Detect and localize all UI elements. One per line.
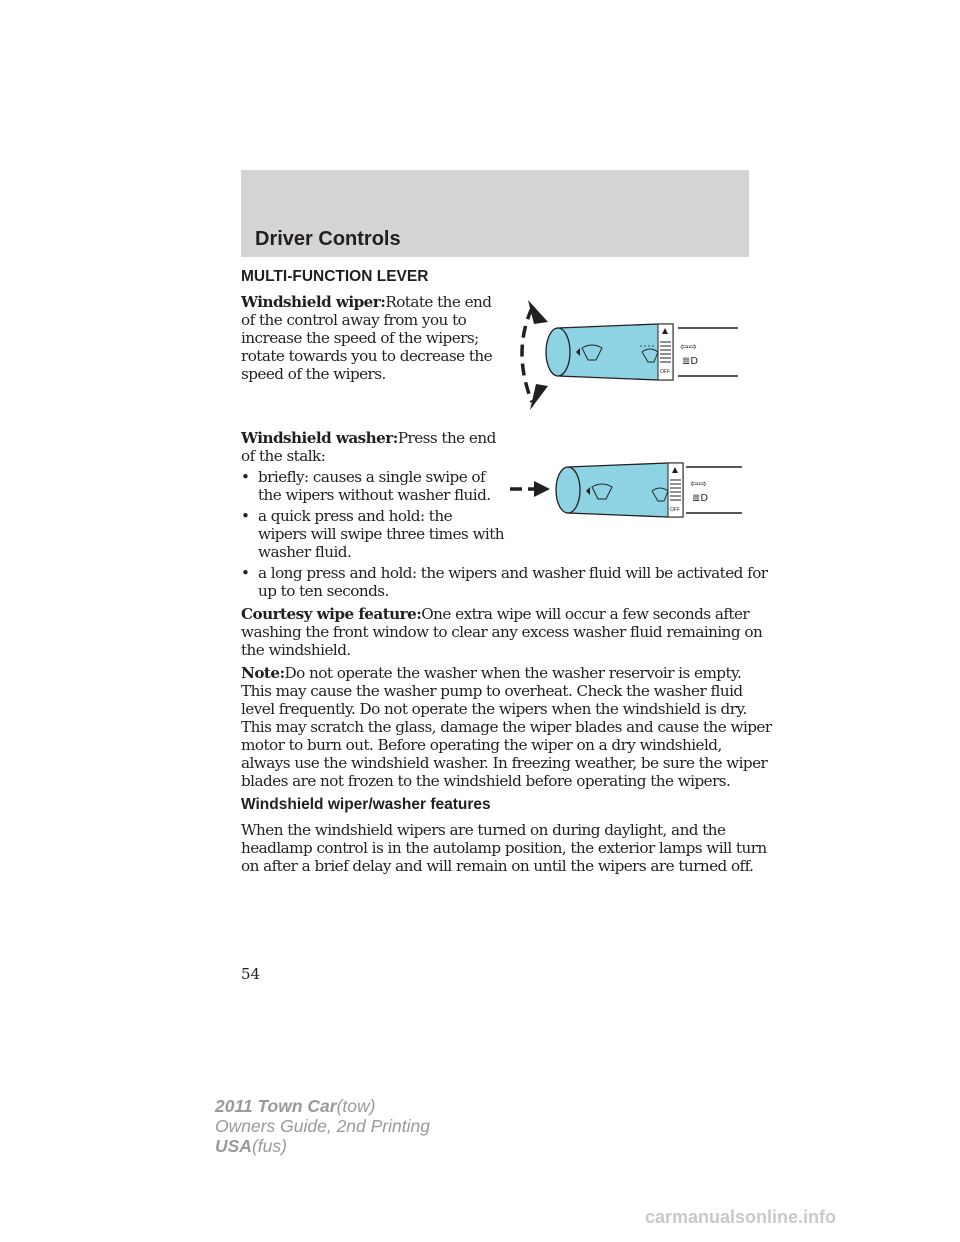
courtesy-line-2: washing the front window to clear any excess washer fluid remaining on bbox=[241, 623, 763, 641]
washer-text: Press the end bbox=[397, 429, 496, 447]
bullet-marker: • bbox=[241, 564, 250, 582]
arrow-down-icon bbox=[530, 384, 548, 410]
note-line-7: blades are not frozen to the windshield before operating the wipers. bbox=[241, 772, 731, 790]
bullet-marker: • bbox=[241, 507, 250, 525]
arrow-up-icon bbox=[528, 300, 548, 324]
note-line-2: This may cause the washer pump to overheat. Check the washer fluid bbox=[241, 682, 743, 700]
turn-signal-icon: ⇦⇨ bbox=[680, 342, 697, 353]
wiper-line-3: increase the speed of the wipers; bbox=[241, 329, 479, 347]
wiper-label: Windshield wiper: bbox=[241, 293, 386, 311]
note-line-5: motor to burn out. Before operating the wiper on a dry windshield, bbox=[241, 736, 722, 754]
footer-model-code: (tow) bbox=[336, 1096, 376, 1116]
turn-signal-icon: ⇦⇨ bbox=[690, 479, 707, 490]
features-line-3: on after a brief delay and will remain on until the wipers are turned off. bbox=[241, 857, 754, 875]
bullet-1-line-2: the wipers without washer fluid. bbox=[258, 486, 491, 504]
off-label: OFF bbox=[670, 507, 680, 513]
footer-line-3 bbox=[215, 1136, 430, 1156]
washer-press-figure bbox=[508, 455, 744, 535]
note-text: Do not operate the washer when the washer reservoir is empty. bbox=[284, 664, 742, 682]
section-heading: MULTI-FUNCTION LEVER bbox=[241, 268, 429, 285]
wiper-line-1 bbox=[241, 293, 491, 311]
note-line-1 bbox=[241, 664, 741, 682]
footer-line-1 bbox=[215, 1096, 430, 1116]
footer-market-code: (fus) bbox=[251, 1136, 287, 1156]
document-footer bbox=[215, 1096, 430, 1156]
features-line-2: headlamp control is in the autolamp position, the exterior lamps will turn bbox=[241, 839, 767, 857]
arrow-right-icon bbox=[534, 481, 550, 497]
note-line-6: always use the windshield washer. In freezing weather, be sure the wiper bbox=[241, 754, 768, 772]
lever-end-cap bbox=[556, 467, 580, 513]
note-line-4: This may scratch the glass, damage the wiper blades and cause the wiper bbox=[241, 718, 772, 736]
note-label: Note: bbox=[241, 664, 285, 682]
courtesy-line-3: the windshield. bbox=[241, 641, 351, 659]
washer-line-1 bbox=[241, 429, 496, 447]
bullet-2-line-2: wipers will swipe three times with bbox=[258, 525, 504, 543]
watermark: carmanualsonline.info bbox=[645, 1207, 837, 1227]
bullet-3-line-1: a long press and hold: the wipers and washer fluid will be activated for bbox=[258, 564, 768, 582]
washer-label: Windshield washer: bbox=[241, 429, 398, 447]
note-line-3: level frequently. Do not operate the wipers when the windshield is dry. bbox=[241, 700, 747, 718]
wiper-text: Rotate the end bbox=[385, 293, 492, 311]
bullet-1-line-1: briefly: causes a single swipe of bbox=[258, 468, 486, 486]
features-line-1: When the windshield wipers are turned on during daylight, and the bbox=[241, 821, 726, 839]
headlamp-icon: ≣D bbox=[692, 493, 709, 504]
bullet-3-line-2: up to ten seconds. bbox=[258, 582, 389, 600]
washer-line-2: of the stalk: bbox=[241, 447, 326, 465]
wiper-line-2: of the control away from you to bbox=[241, 311, 467, 329]
rotation-arc bbox=[522, 308, 532, 402]
footer-line-2: Owners Guide, 2nd Printing bbox=[215, 1116, 430, 1136]
section-header-band bbox=[241, 170, 749, 257]
headlamp-icon: ≣D bbox=[682, 356, 699, 367]
lever-end-cap bbox=[546, 328, 570, 376]
wiper-line-5: speed of the wipers. bbox=[241, 365, 386, 383]
courtesy-label: Courtesy wipe feature: bbox=[241, 605, 422, 623]
courtesy-line-1 bbox=[241, 605, 749, 623]
wiper-line-4: rotate towards you to decrease the bbox=[241, 347, 493, 365]
footer-market: USA bbox=[215, 1136, 252, 1156]
wiper-rotation-figure bbox=[508, 290, 744, 415]
footer-model: 2011 Town Car bbox=[215, 1096, 337, 1116]
features-heading: Windshield wiper/washer features bbox=[241, 796, 491, 813]
courtesy-text: One extra wipe will occur a few seconds after bbox=[421, 605, 750, 623]
bullet-2-line-3: washer fluid. bbox=[258, 543, 352, 561]
page-title: Driver Controls bbox=[255, 228, 401, 250]
page-number: 54 bbox=[241, 965, 261, 983]
bullet-2-line-1: a quick press and hold: the bbox=[258, 507, 453, 525]
bullet-marker: • bbox=[241, 468, 250, 486]
off-label: OFF bbox=[660, 369, 670, 375]
